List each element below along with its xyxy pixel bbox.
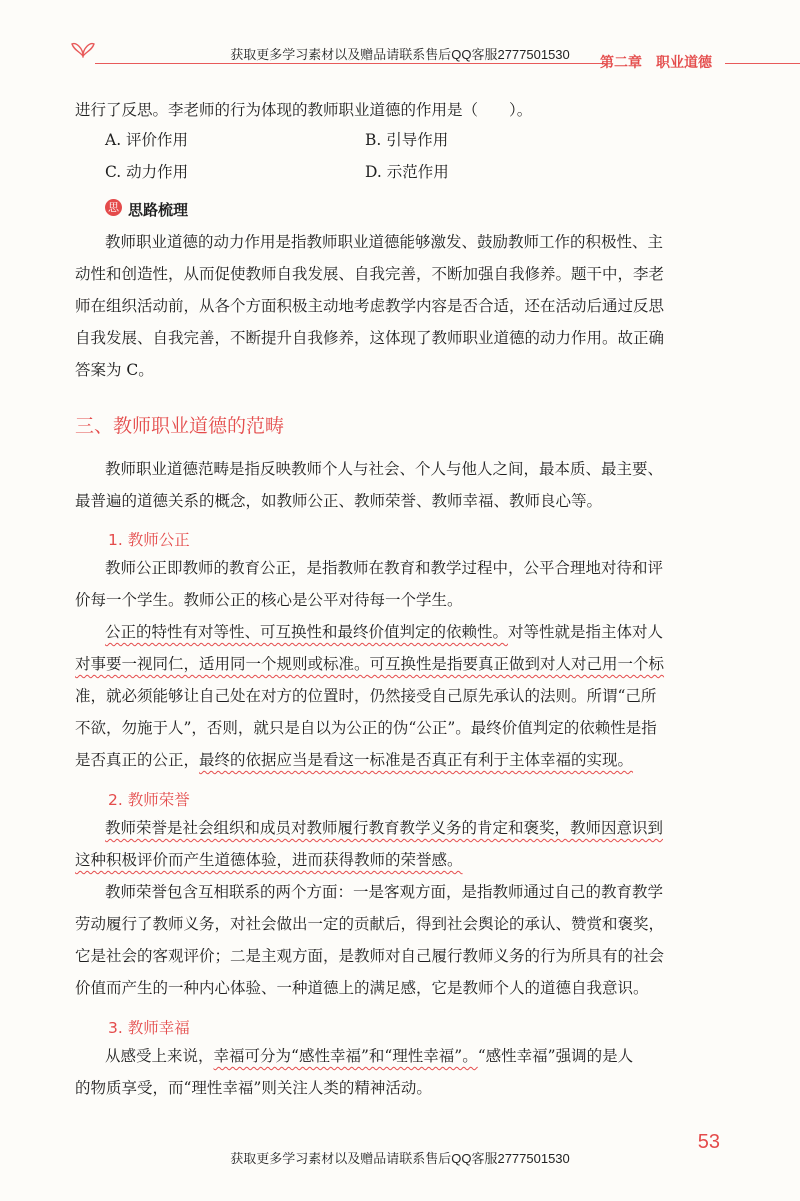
honor-line: 教师荣誉包含互相联系的两个方面：一是客观方面，是指教师通过自己的教育教学	[105, 883, 664, 901]
intro-line: 最普遍的道德关系的概念，如教师公正、教师荣誉、教师幸福、教师良心等。	[75, 492, 603, 510]
section-title: 三、教师职业道德的范畴	[75, 415, 285, 437]
text-span: 是否真正的公正，	[75, 751, 200, 769]
footer-notice: 获取更多学习素材以及赠品请联系售后QQ客服2777501530	[230, 1151, 570, 1166]
fairness-line: 价每一个学生。教师公正的核心是公平对待每一个学生。	[75, 591, 463, 609]
analysis-line: 动性和创造性，从而促使教师自我发展、自我完善，不断加强自我修养。题干中，李老	[75, 265, 665, 283]
happiness-line	[105, 1049, 633, 1065]
highlight: 可互换性是指要真正做到对人对己用一个标	[369, 655, 665, 673]
analysis-line: 答案为 C。	[75, 361, 154, 379]
option-c: C. 动力作用	[105, 163, 189, 181]
text-span: 对等性就是指主体对人	[508, 623, 664, 641]
header-notice: 获取更多学习素材以及赠品请联系售后QQ客服2777501530	[230, 47, 570, 62]
text-span: 从感受上来说，	[105, 1047, 214, 1065]
option-d: D. 示范作用	[365, 163, 449, 181]
honor-line: 它是社会的客观评价；二是主观方面，是教师对自己履行教师义务的行为所具有的社会	[75, 947, 665, 965]
intro-line: 教师职业道德范畴是指反映教师个人与社会、个人与他人之间，最本质、最主要、	[105, 460, 664, 478]
honor-line	[75, 853, 463, 869]
chapter-title: 第二章 职业道德	[600, 55, 712, 71]
fairness-line	[75, 689, 656, 705]
analysis-title: 思路梳理	[128, 201, 189, 219]
highlight: 对事要一视同仁，适用同一个规则或标准。	[75, 655, 370, 673]
text-span: “感性幸福”强调的是人	[477, 1047, 634, 1065]
option-a: A. 评价作用	[105, 131, 189, 149]
header-divider	[95, 63, 605, 64]
honor-line: 劳动履行了教师义务，对社会做出一定的贡献后，得到社会舆论的承认、赞赏和褒奖，	[75, 915, 665, 933]
highlight: 幸福可分为“感性幸福”和“理性幸福”。	[213, 1047, 478, 1065]
happiness-line: 的物质享受，而“理性幸福”则关注人类的精神活动。	[75, 1079, 432, 1097]
analysis-line: 师在组织活动前，从各个方面积极主动地考虑教学内容是否合适，还在活动后通过反思	[75, 297, 665, 315]
option-b: B. 引导作用	[365, 131, 449, 149]
fairness-line	[75, 753, 633, 769]
subsection-title-happiness: 3. 教师幸福	[108, 1019, 190, 1037]
text-span: 准，就必须能够让自己处在对方的位置时，仍然接受自己原先承认的法则。所谓“己所	[75, 687, 657, 705]
analysis-line: 自我发展、自我完善，不断提升自我修养，这体现了教师职业道德的动力作用。故正确	[75, 329, 665, 347]
text-span: 不欲，勿施于人”，否则，就只是自以为公正的伪“公正”。最终价值判定的依赖性是指	[75, 719, 657, 737]
honor-line: 价值而产生的一种内心体验、一种道德上的满足感，它是教师个人的道德自我意识。	[75, 979, 649, 997]
subsection-title-honor: 2. 教师荣誉	[108, 791, 190, 809]
question-stem: 进行了反思。李老师的行为体现的教师职业道德的作用是（ ）。	[75, 101, 533, 119]
highlight: 这种积极评价而产生道德体验，进而获得教师的荣誉感。	[75, 851, 463, 869]
honor-line	[105, 821, 663, 837]
highlight: 教师荣誉是社会组织和成员对教师履行教育教学义务的肯定和褒奖，教师因意识到	[105, 819, 664, 837]
highlight: 公正的特性有对等性、可互换性和最终价值判定的依赖性。	[105, 623, 509, 641]
fairness-line: 教师公正即教师的教育公正，是指教师在教育和教学过程中，公平合理地对待和评	[105, 559, 664, 577]
subsection-title-fairness: 1. 教师公正	[108, 531, 190, 549]
header-divider-right	[725, 63, 800, 64]
page-number: 53	[697, 1131, 720, 1153]
fairness-line	[105, 625, 663, 641]
fairness-line	[75, 721, 657, 737]
analysis-line: 教师职业道德的动力作用是指教师职业道德能够激发、鼓励教师工作的积极性、主	[105, 233, 664, 251]
highlight: 最终的依据应当是看这一标准是否真正有利于主体幸福的实现。	[199, 751, 634, 769]
fairness-line	[75, 657, 664, 673]
analysis-badge-icon: 思	[105, 199, 122, 216]
